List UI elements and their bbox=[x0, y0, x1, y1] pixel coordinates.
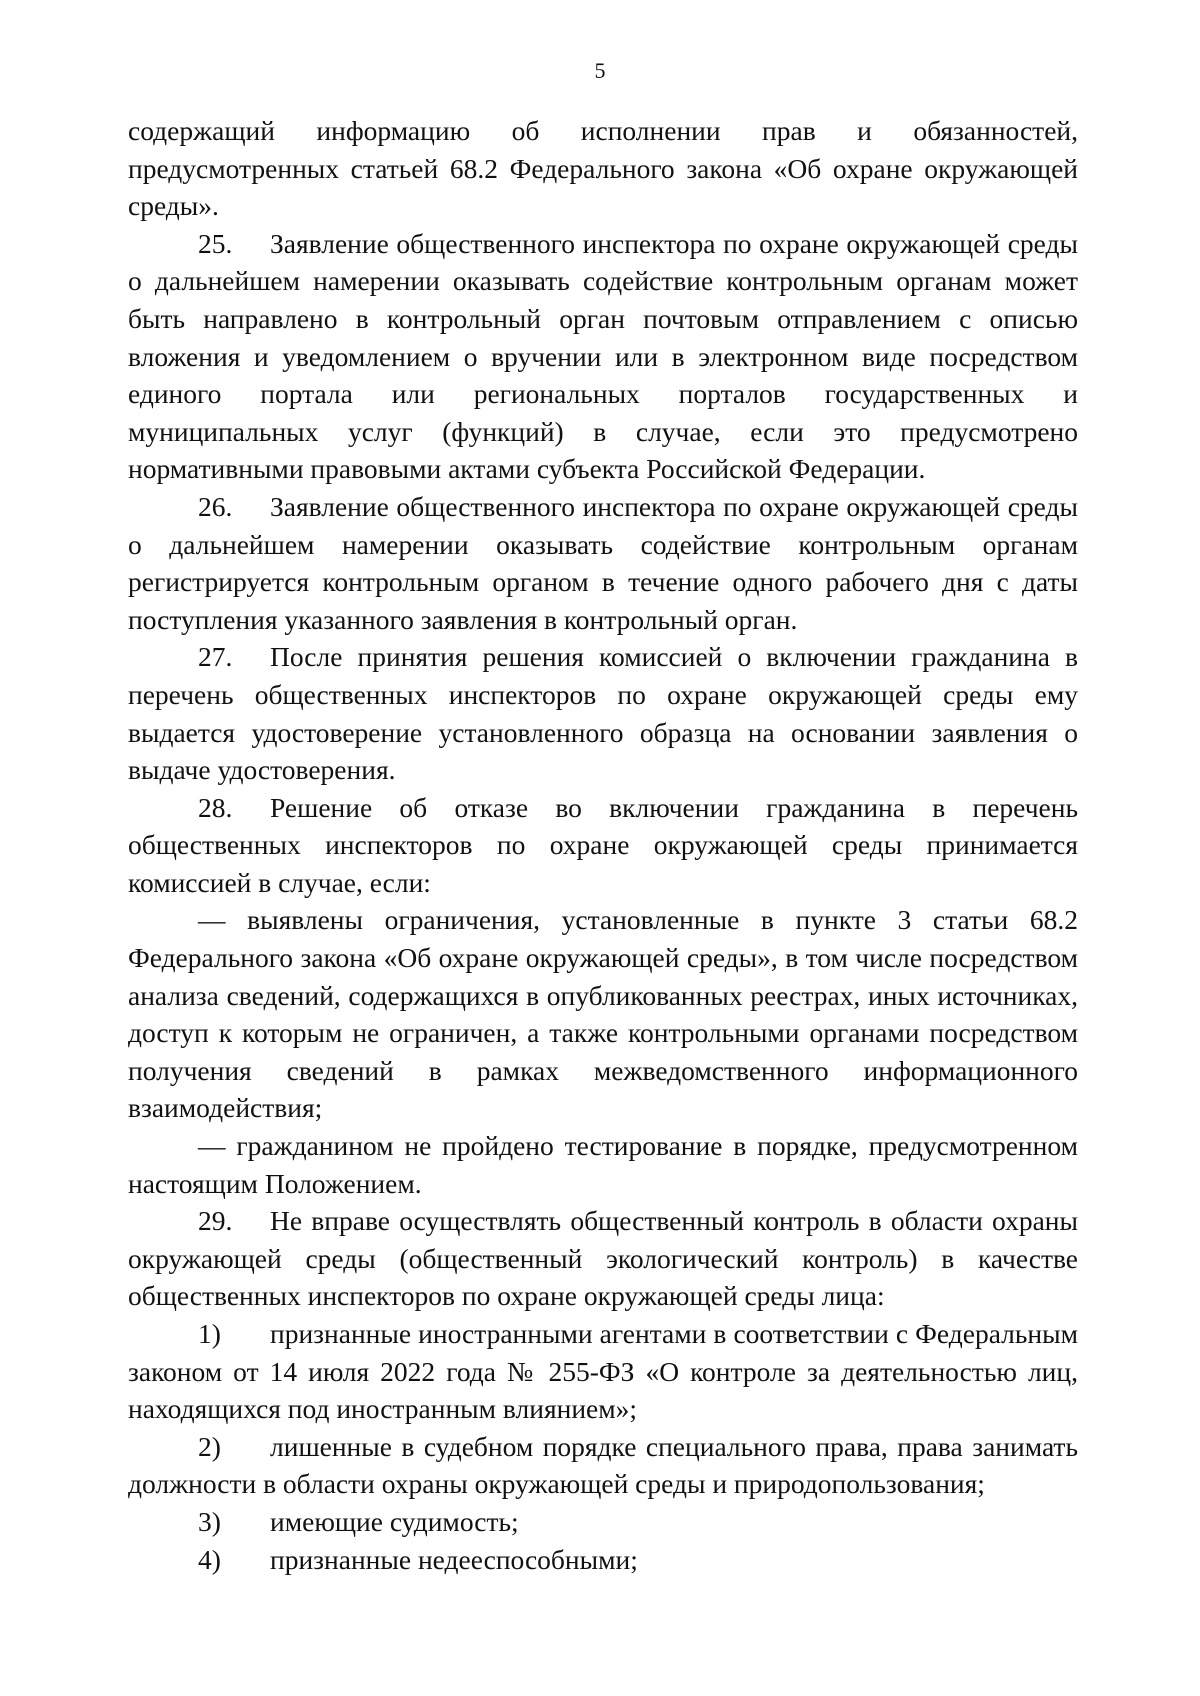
list-item-1 bbox=[128, 1315, 1078, 1428]
list-item-number: 1) bbox=[198, 1318, 221, 1349]
paragraph-28 bbox=[128, 789, 1078, 902]
list-item-number: 2) bbox=[198, 1430, 221, 1462]
paragraph-text: — выявлены ограничения, установленные в пункте 3 статьи 68.2 Федерального закона «Об охране окружающей среды», в том числе посредством анализа сведений, содержащихся в опубликованных реестрах, иных источниках, доступ к которым не ограничен, а также контрольными органами посредством получения сведений в рамках межведомственного информационного взаимодействия; bbox=[128, 904, 1078, 1124]
paragraph-26 bbox=[128, 488, 1078, 638]
paragraph-number: 27. bbox=[198, 641, 233, 673]
paragraph-text: содержащий информацию об исполнении прав и обязанностей, предусмотренных статьей 68.2 Федерального закона «Об охране окружающей среды». bbox=[128, 115, 1078, 222]
dash-item-restrictions bbox=[128, 901, 1078, 1127]
paragraph-text: После принятия решения комиссией о включении гражданина в перечень общественных инспекторов по охране окружающей среды ему выдается удостоверение установленного образца на основании заявления о выдаче удостоверения. bbox=[128, 641, 1078, 786]
paragraph-text: признанные иностранными агентами в соответствии с Федеральным законом от 14 июля 2022 года № 255-ФЗ «О контроле за деятельностью лиц, находящихся под иностранным влиянием»; bbox=[128, 1318, 1078, 1425]
paragraph-number: 28. bbox=[198, 791, 233, 823]
list-item-4 bbox=[128, 1541, 1078, 1579]
list-item-2 bbox=[128, 1428, 1078, 1503]
list-item-number: 4) bbox=[198, 1543, 221, 1575]
paragraph-text: Заявление общественного инспектора по охране окружающей среды о дальнейшем намерении оказывать содействие контрольным органам регистрируется контрольным органом в течение одного рабочего дня с даты поступления указанного заявления в контрольный орган. bbox=[128, 490, 1078, 635]
paragraph-text: имеющие судимость; bbox=[270, 1505, 519, 1537]
list-item-3 bbox=[128, 1503, 1078, 1541]
paragraph-number: 25. bbox=[198, 227, 233, 259]
document-body bbox=[128, 112, 1078, 1578]
paragraph-27 bbox=[128, 638, 1078, 788]
paragraph-text: Не вправе осуществлять общественный контроль в области охраны окружающей среды (общественный экологический контроль) в качестве общественных инспекторов по охране окружающей среды лица: bbox=[128, 1205, 1078, 1312]
paragraph-text: Решение об отказе во включении гражданина в перечень общественных инспекторов по охране окружающей среды принимается комиссией в случае, если: bbox=[128, 791, 1078, 898]
paragraph-29 bbox=[128, 1202, 1078, 1315]
paragraph-number: 29. bbox=[198, 1205, 233, 1237]
dash-item-testing bbox=[128, 1127, 1078, 1202]
paragraph-continuation bbox=[128, 112, 1078, 225]
page-number: 5 bbox=[594, 58, 606, 83]
paragraph-text: лишенные в судебном порядке специального права, права занимать должности в области охраны окружающей среды и природопользования; bbox=[128, 1430, 1078, 1500]
paragraph-number: 26. bbox=[198, 490, 233, 522]
paragraph-text: Заявление общественного инспектора по охране окружающей среды о дальнейшем намерении оказывать содействие контрольным органам может быть направлено в контрольный орган почтовым отправлением с описью вложения и уведомлением о вручении или в электронном виде посредством единого портала или региональных порталов государственных и муниципальных услуг (функций) в случае, если это предусмотрено нормативными правовыми актами субъекта Российской Федерации. bbox=[128, 227, 1078, 485]
list-item-number: 3) bbox=[198, 1505, 221, 1537]
paragraph-text: — гражданином не пройдено тестирование в порядке, предусмотренном настоящим Положением. bbox=[128, 1130, 1078, 1199]
paragraph-25 bbox=[128, 225, 1078, 488]
paragraph-text: признанные недееспособными; bbox=[270, 1543, 638, 1575]
